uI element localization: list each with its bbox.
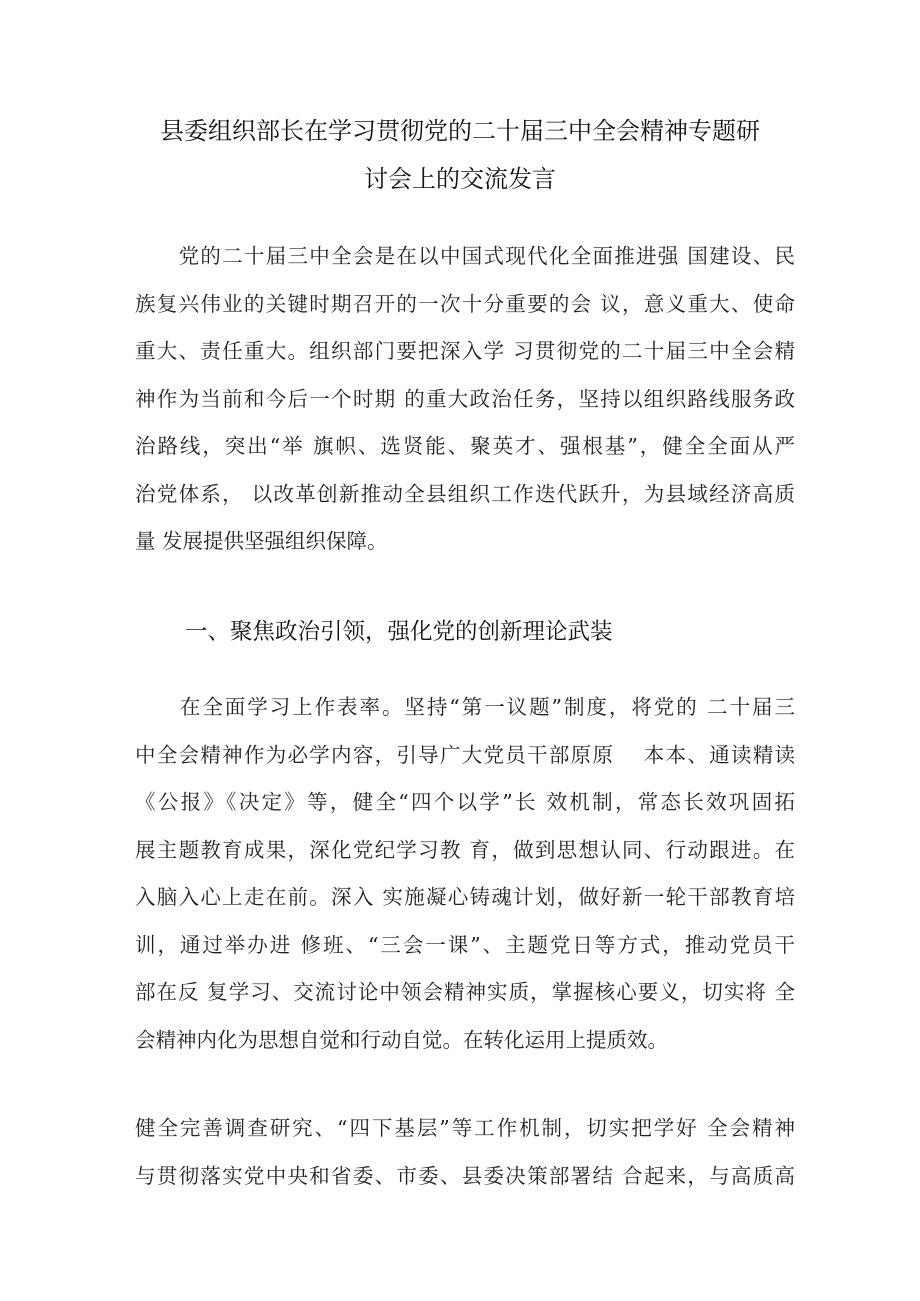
paragraph-line: 治路线，突出“举 旗帜、选贤能、聚英才、强根基”，健全全面从严 [135,434,795,458]
document-title [150,107,770,203]
paragraph-line: 健全完善调查研究、“四下基层”等工作机制，切实把学好 全会精神 [135,1116,795,1140]
paragraph-line: 重大、责任重大。组织部门要把深入学 习贯彻党的二十届三中全会精 [135,339,795,363]
paragraph-line: 入脑入心上走在前。深入 实施凝心铸魂计划，做好新一轮干部教育培 [135,885,795,909]
paragraph-line: 展主题教育成果，深化党纪学习教 育，做到思想认同、行动跟进。在 [135,837,795,862]
paragraph-line: 与贯彻落实党中央和省委、市委、县委决策部署结 合起来，与高质高 [135,1163,795,1188]
paragraph-line: 《公报》《决定》等，健全“四个以学”长 效机制，常态长效巩固拓 [135,790,795,814]
paragraph-line: 部在反 复学习、交流讨论中领会精神实质，掌握核心要义，切实将 全 [135,980,795,1004]
title-line: 县委组织部长在学习贯彻党的二十届三中全会精神专题研 [160,117,760,145]
paragraph-line: 族复兴伟业的关键时期召开的一次十分重要的会 议，意义重大、使命 [135,291,795,316]
paragraph-line: 在全面学习上作表率。坚持“第一议题”制度，将党的 二十届三 [135,695,795,719]
section1-paragraph [135,684,795,1064]
paragraph-line: 党的二十届三中全会是在以中国式现代化全面推进强 国建设、民 [135,244,795,268]
paragraph-line: 中全会精神作为必学内容，引导广大党员干部原原 本本、通读精读 [135,742,795,767]
title-line: 讨会上的交流发言 [364,165,556,193]
paragraph-line: 治党体系， 以改革创新推动全县组织工作迭代跃升，为县域经济高质 [135,481,795,506]
intro-paragraph [135,233,795,566]
paragraph-line: 训，通过举办进 修班、“三会一课”、主题党日等方式，推动党员干 [135,932,795,957]
section1-continuation-paragraph [135,1105,795,1200]
section-heading: 一、聚焦政治引领，强化党的创新理论武装 [185,619,613,645]
paragraph-line: 神作为当前和今后一个时期 的重大政治任务，坚持以组织路线服务政 [135,386,795,411]
paragraph-line: 会精神内化为思想自觉和行动自觉。在转化运用上提质效。 [135,1027,668,1052]
paragraph-line: 量 发展提供坚强组织保障。 [135,529,388,553]
